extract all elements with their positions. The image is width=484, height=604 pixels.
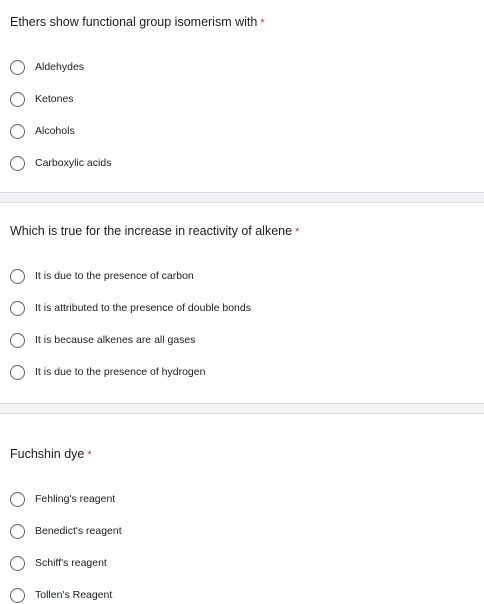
option-alcohols[interactable] xyxy=(10,115,474,147)
option-label: Ketones xyxy=(35,93,74,105)
required-asterisk: * xyxy=(87,449,92,461)
option-label: Alcohols xyxy=(35,125,75,137)
radio-button[interactable] xyxy=(10,92,25,107)
radio-button[interactable] xyxy=(10,492,25,507)
question-1 xyxy=(0,0,484,192)
radio-button[interactable] xyxy=(10,524,25,539)
radio-button[interactable] xyxy=(10,301,25,316)
option-carbon[interactable] xyxy=(10,260,474,292)
question-title xyxy=(10,446,474,463)
section-divider xyxy=(0,192,484,203)
option-gases[interactable] xyxy=(10,324,474,356)
option-double-bonds[interactable] xyxy=(10,292,474,324)
radio-button[interactable] xyxy=(10,365,25,380)
required-asterisk: * xyxy=(295,226,300,238)
option-label: Aldehydes xyxy=(35,61,85,73)
option-schiffs-reagent[interactable] xyxy=(10,547,474,579)
option-aldehydes[interactable] xyxy=(10,51,474,83)
option-label: It is attributed to the presence of double bonds xyxy=(35,302,251,314)
radio-button[interactable] xyxy=(10,60,25,75)
radio-button[interactable] xyxy=(10,156,25,171)
question-title xyxy=(10,14,474,31)
option-carboxylic-acids[interactable] xyxy=(10,147,474,179)
question-2 xyxy=(0,203,484,403)
option-hydrogen[interactable] xyxy=(10,356,474,388)
option-benedicts-reagent[interactable] xyxy=(10,515,474,547)
radio-button[interactable] xyxy=(10,124,25,139)
option-ketones[interactable] xyxy=(10,83,474,115)
option-label: It is due to the presence of hydrogen xyxy=(35,366,206,378)
option-label: Carboxylic acids xyxy=(35,157,112,169)
question-title xyxy=(10,223,474,240)
option-tollens-reagent[interactable] xyxy=(10,579,474,604)
question-title-text: Which is true for the increase in reactivity of alkene xyxy=(10,224,293,238)
radio-button[interactable] xyxy=(10,333,25,348)
radio-button[interactable] xyxy=(10,556,25,571)
option-label: Tollen's Reagent xyxy=(35,589,113,601)
option-label: Schiff's reagent xyxy=(35,557,107,569)
section-divider xyxy=(0,403,484,414)
radio-button[interactable] xyxy=(10,588,25,603)
radio-button[interactable] xyxy=(10,269,25,284)
question-title-text: Ethers show functional group isomerism with xyxy=(10,15,258,29)
option-label: Benedict's reagent xyxy=(35,525,122,537)
question-3 xyxy=(0,414,484,604)
question-title-text: Fuchshin dye xyxy=(10,447,85,461)
required-asterisk: * xyxy=(260,17,265,29)
option-label: It is because alkenes are all gases xyxy=(35,334,196,346)
option-fehlings-reagent[interactable] xyxy=(10,483,474,515)
option-label: Fehling's reagent xyxy=(35,493,116,505)
option-label: It is due to the presence of carbon xyxy=(35,270,194,282)
